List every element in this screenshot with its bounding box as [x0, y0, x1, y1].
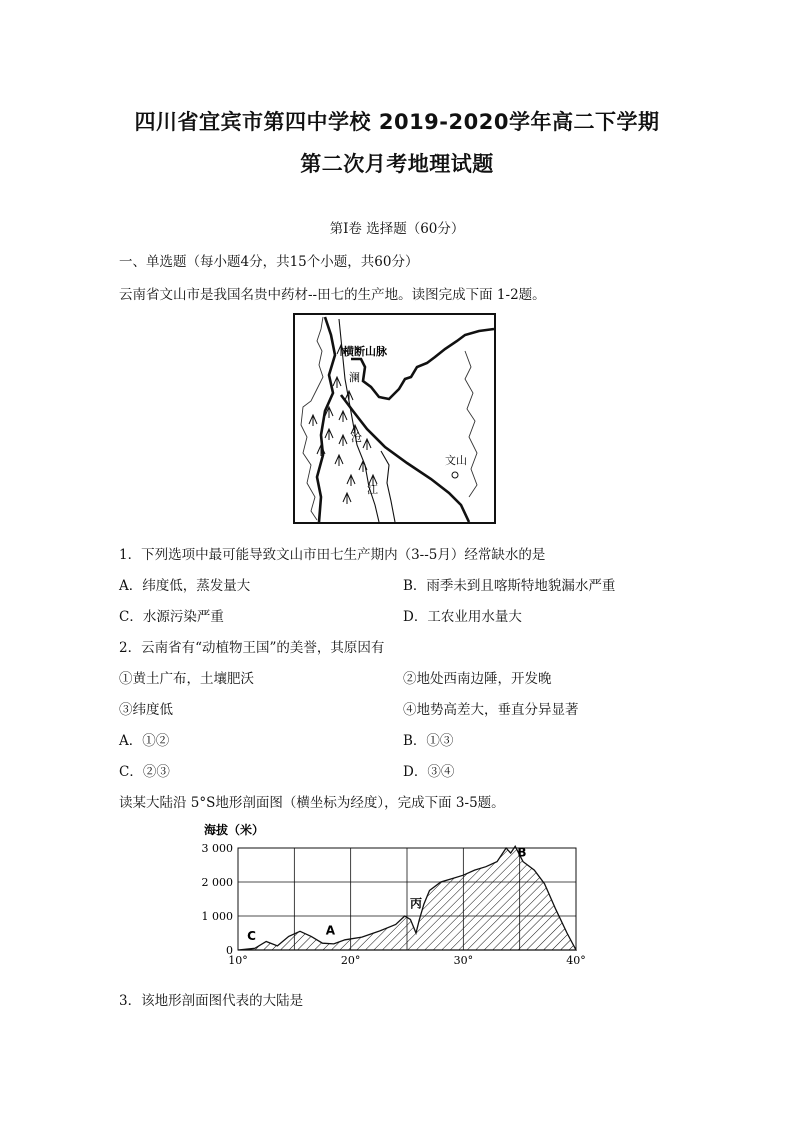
paper-title-line1: 四川省宜宾市第四中学校 2019-2020学年高二下学期: [134, 110, 660, 134]
y-tick-label: 1 000: [201, 910, 233, 923]
passage-1: 云南省文山市是我国名贵中药材--田七的生产地。读图完成下面 1-2题。: [119, 287, 546, 303]
question-2-option-a: A．①②: [119, 733, 170, 749]
profile-annotation: C: [247, 928, 256, 943]
question-2-statement-1: ①黄土广布，土壤肥沃: [119, 671, 254, 687]
x-tick-label: 40°: [566, 954, 586, 967]
question-2-stem: 2．云南省有“动植物王国”的美誉，其原因有: [119, 640, 385, 656]
y-axis-label: 海拔（米）: [204, 823, 265, 837]
passage-2: 读某大陆沿 5°S地形剖面图（横坐标为经度），完成下面 3-5题。: [119, 795, 505, 811]
question-1-option-a: A．纬度低，蒸发量大: [119, 578, 251, 594]
x-tick-label: 10°: [228, 954, 248, 967]
question-1-stem: 1．下列选项中最可能导致文山市田七生产期内（3--5月）经常缺水的是: [119, 547, 546, 563]
map-label-mountains: 横断山脉: [343, 345, 387, 358]
profile-annotation: B: [517, 845, 527, 860]
map-label-lan: 澜: [349, 371, 360, 384]
yunnan-map: [293, 313, 496, 524]
question-1-option-b: B．雨季未到且喀斯特地貌漏水严重: [403, 578, 616, 594]
question-1-option-d: D．工农业用水量大: [403, 609, 522, 625]
question-2-statement-4: ④地势高差大，垂直分异显著: [403, 702, 579, 718]
question-3-stem: 3．该地形剖面图代表的大陆是: [119, 993, 304, 1009]
y-tick-label: 2 000: [201, 876, 233, 889]
question-2-statement-3: ③纬度低: [119, 702, 173, 718]
paper-title-line2: 第二次月考地理试题: [300, 152, 494, 176]
question-2-option-d: D．③④: [403, 764, 455, 780]
section-instruction: 一、单选题（每小题4分，共15个小题，共60分）: [119, 254, 419, 270]
profile-annotation: 丙: [410, 896, 423, 911]
question-2-statement-2: ②地处西南边陲，开发晚: [403, 671, 552, 687]
x-tick-label: 30°: [453, 954, 474, 967]
y-tick-label: 3 000: [201, 842, 233, 855]
x-tick-label: 20°: [340, 954, 361, 967]
map-label-jiang: 江: [367, 483, 378, 496]
profile-annotation: A: [325, 923, 336, 938]
part-title: 第Ⅰ卷 选择题（60分）: [329, 221, 465, 237]
map-label-city: 文山: [445, 454, 467, 467]
question-2-option-c: C．②③: [119, 764, 170, 780]
map-label-cang: 沧: [351, 431, 362, 444]
question-2-option-b: B．①③: [403, 733, 454, 749]
y-tick-label: 0: [226, 944, 233, 957]
question-1-option-c: C．水源污染严重: [119, 609, 224, 625]
terrain-profile-chart: [196, 822, 606, 972]
